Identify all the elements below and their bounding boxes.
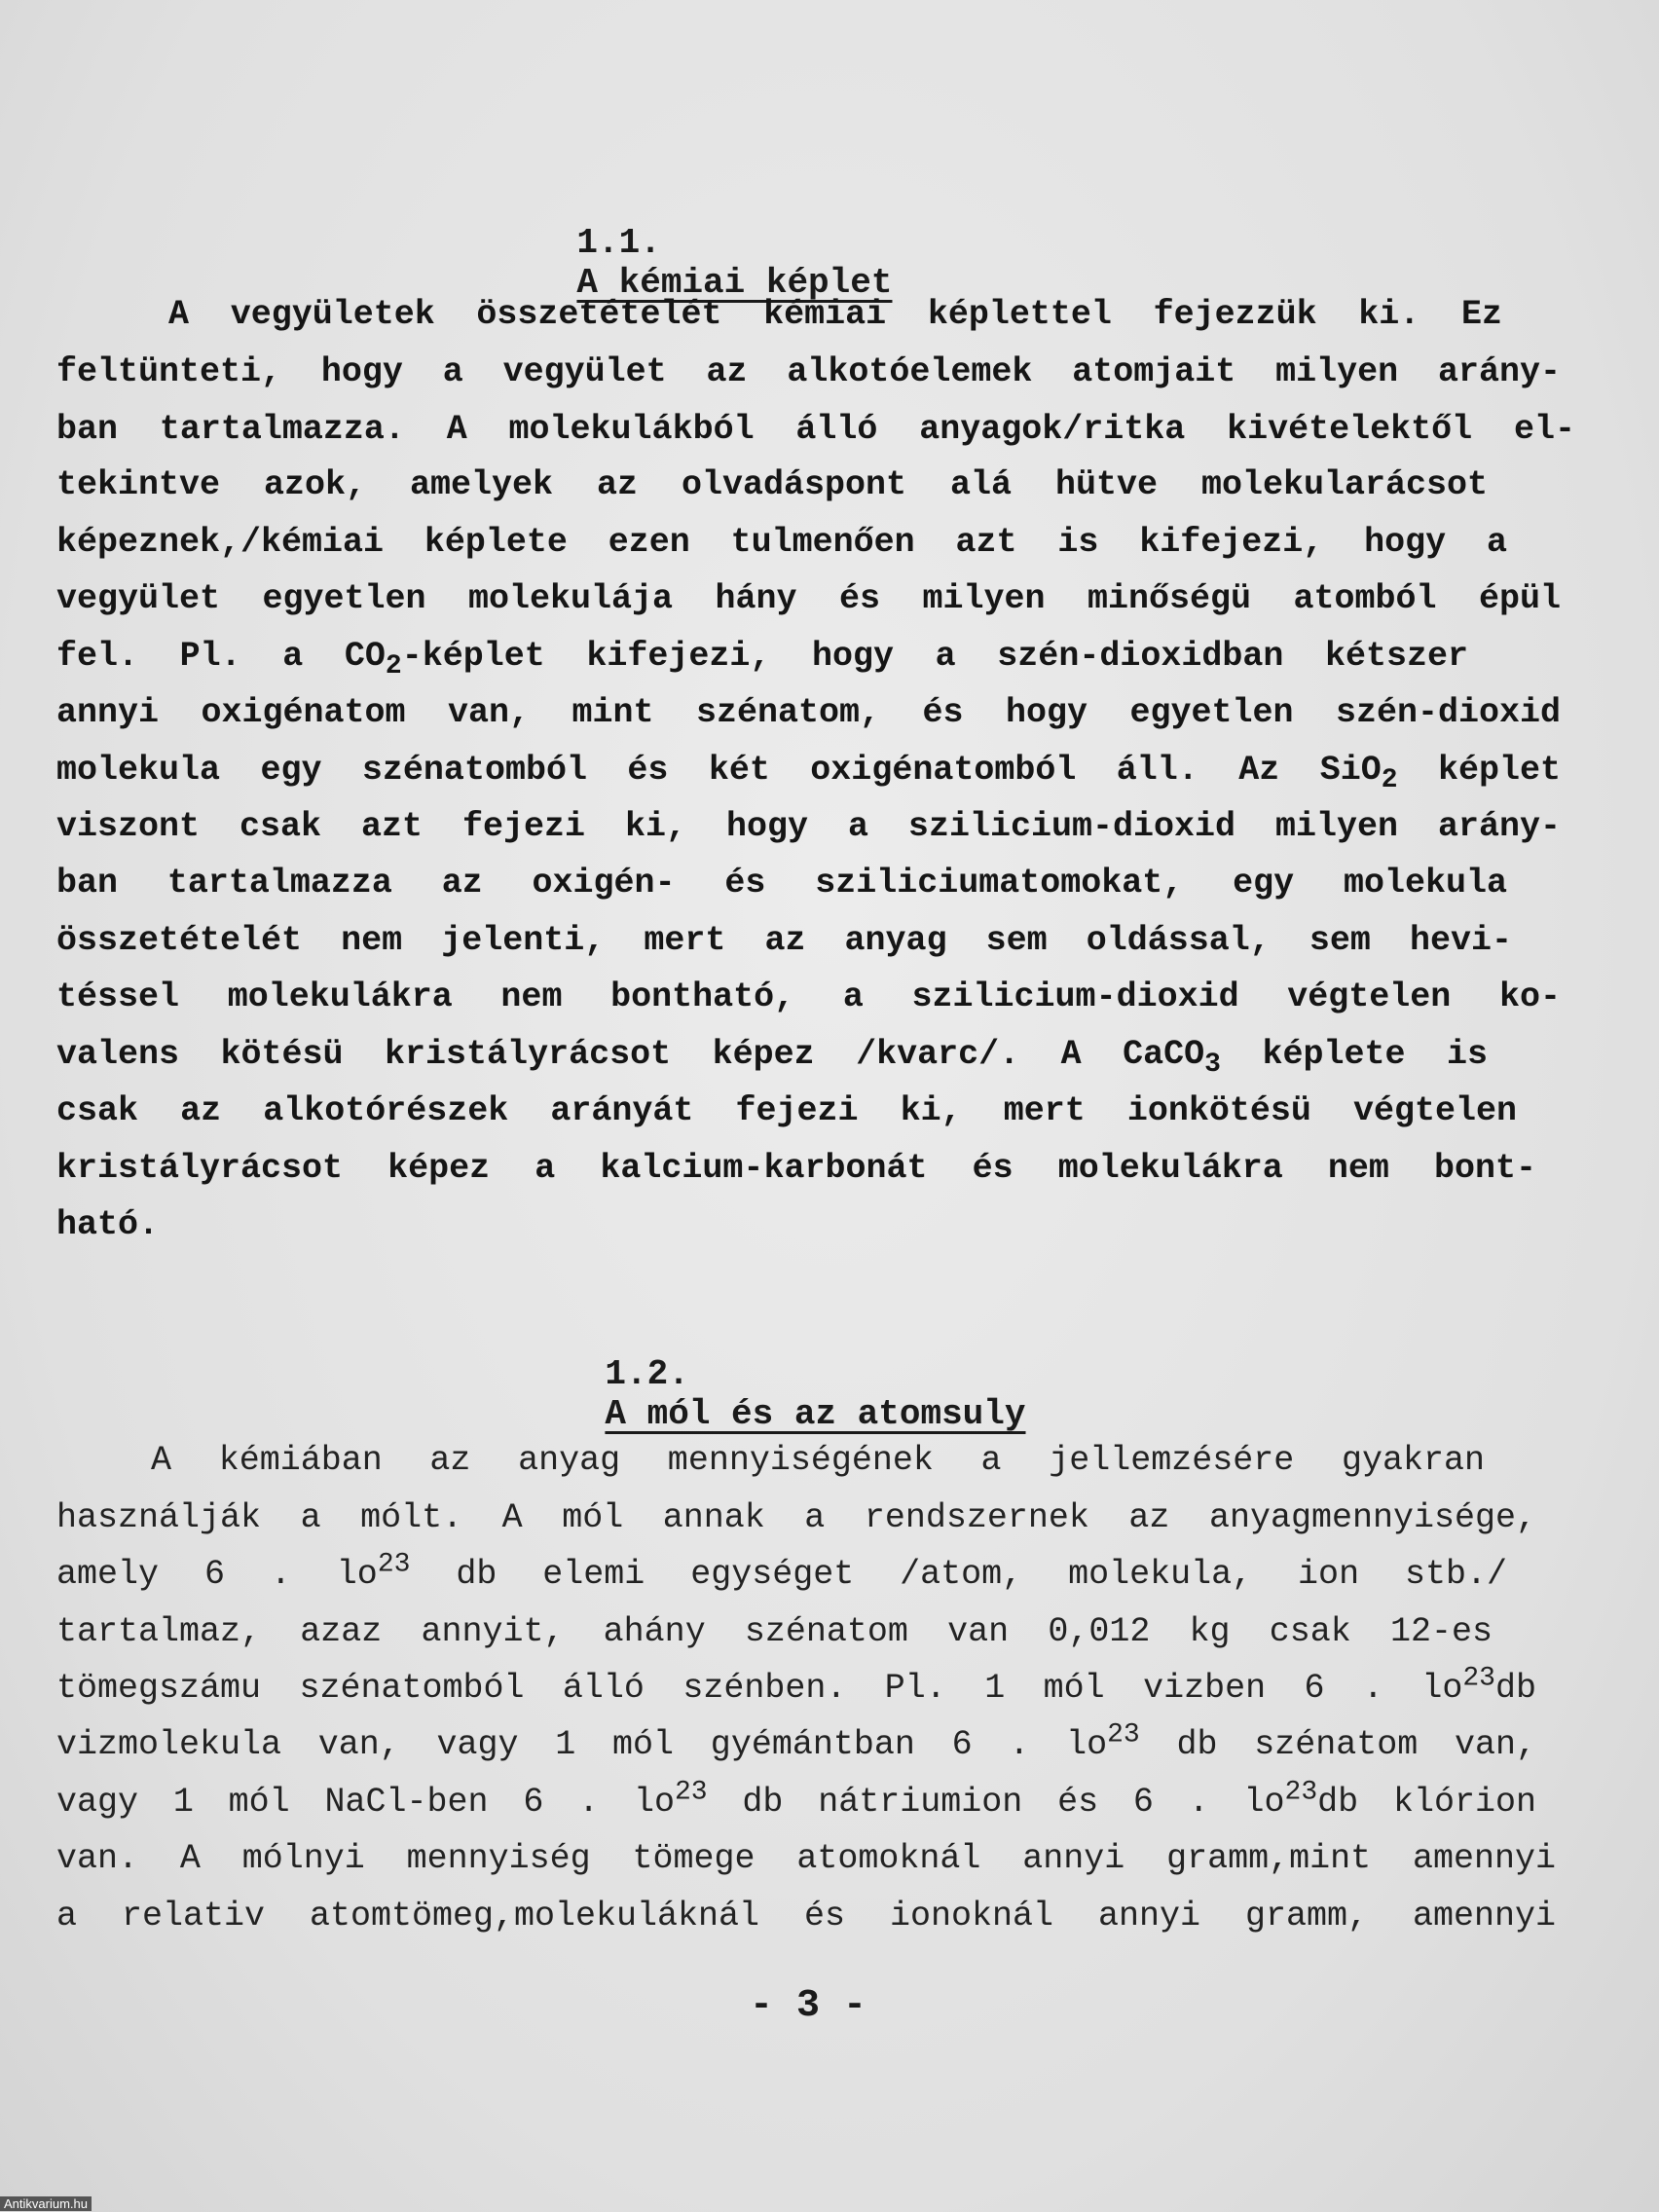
section-1-number: 1.1. bbox=[576, 223, 661, 263]
s1-line-16: kristályrácsot képez a kalcium-karbonát és molekulákra nem bont- bbox=[56, 1149, 1536, 1188]
s1-line-8: annyi oxigénatom van, mint szénatom, és hogy egyetlen szén-dioxid bbox=[56, 693, 1561, 732]
s2-line-2: használják a mólt. A mól annak a rendszernek az anyagmennyisége, bbox=[56, 1498, 1536, 1537]
s1-line-6: vegyület egyetlen molekulája hány és milyen minőségü atomból épül bbox=[56, 579, 1561, 618]
s1-line-10: viszont csak azt fejezi ki, hogy a szilicium-dioxid milyen arány- bbox=[56, 807, 1561, 846]
section-2-title: A mól és az atomsuly bbox=[605, 1394, 1026, 1434]
s1-line-12: összetételét nem jelenti, mert az anyag sem oldással, sem hevi- bbox=[56, 921, 1512, 960]
section-1-title: A kémiai képlet bbox=[576, 263, 893, 303]
s1-line-17: ható. bbox=[56, 1205, 160, 1244]
s1-line-4: tekintve azok, amelyek az olvadáspont alá hütve molekularácsot bbox=[56, 465, 1488, 504]
s1-line-9: molekula egy szénatomból és két oxigénatomból áll. Az SiO$_2$ képlet bbox=[56, 751, 1561, 795]
s1-line-2: feltünteti, hogy a vegyület az alkotóelemek atomjait milyen arány- bbox=[56, 352, 1561, 391]
s1-line-5: képeznek,/kémiai képlete ezen tulmenően azt is kifejezi, hogy a bbox=[56, 523, 1507, 562]
s1-line-11: ban tartalmazza az oxigén- és sziliciumatomokat, egy molekula bbox=[56, 864, 1507, 903]
s2-line-4: tartalmaz, azaz annyit, ahány szénatom van 0,012 kg csak 12-es bbox=[56, 1612, 1493, 1651]
s2-line-9: a relativ atomtömeg,molekuláknál és ionoknál annyi gramm, amennyi bbox=[56, 1897, 1556, 1936]
s2-line-6: vizmolekula van, vagy 1 mól gyémántban 6 . $lo^{23}$ db szénatom van, bbox=[56, 1719, 1537, 1764]
watermark: Antikvarium.hu bbox=[0, 2196, 92, 2211]
s2-line-1: A kémiában az anyag mennyiségének a jellemzésére gyakran bbox=[151, 1441, 1485, 1480]
s1-line-7: fel. Pl. a $CO_2$-képlet kifejezi, hogy a szén-dioxidban kétszer bbox=[56, 637, 1469, 682]
section-2-number: 1.2. bbox=[605, 1354, 689, 1394]
s2-line-7: vagy 1 mól NaCl-ben 6 . $lo^{23}$ db nátriumion és 6 . $lo^{23}db$ klórion bbox=[56, 1777, 1536, 1822]
s1-line-13: téssel molekulákra nem bontható, a szilicium-dioxid végtelen ko- bbox=[56, 977, 1561, 1016]
s1-line-14: valens kötésü kristályrácsot képez /kvarc/. A CaCO$_3$ képlete is bbox=[56, 1035, 1488, 1080]
s1-line-15: csak az alkotórészek arányát fejezi ki, mert ionkötésü végtelen bbox=[56, 1091, 1517, 1130]
s1-line-1: A vegyületek összetételét kémiai képlettel fejezzük ki. Ez bbox=[168, 295, 1502, 334]
s2-line-5: tömegszámu szénatomból álló szénben. Pl. 1 mól vizben 6 . $lo^{23}db$ bbox=[56, 1663, 1536, 1708]
s1-line-3: ban tartalmazza. A molekulákból álló anyagok/ritka kivételektől el- bbox=[56, 410, 1575, 449]
page-number: - 3 - bbox=[750, 1984, 867, 2028]
s2-line-3: amely 6 . $lo^{23}$ db elemi egységet /atom, molekula, ion stb./ bbox=[56, 1549, 1508, 1594]
s2-line-8: van. A mólnyi mennyiség tömege atomoknál annyi gramm,mint amennyi bbox=[56, 1839, 1556, 1878]
